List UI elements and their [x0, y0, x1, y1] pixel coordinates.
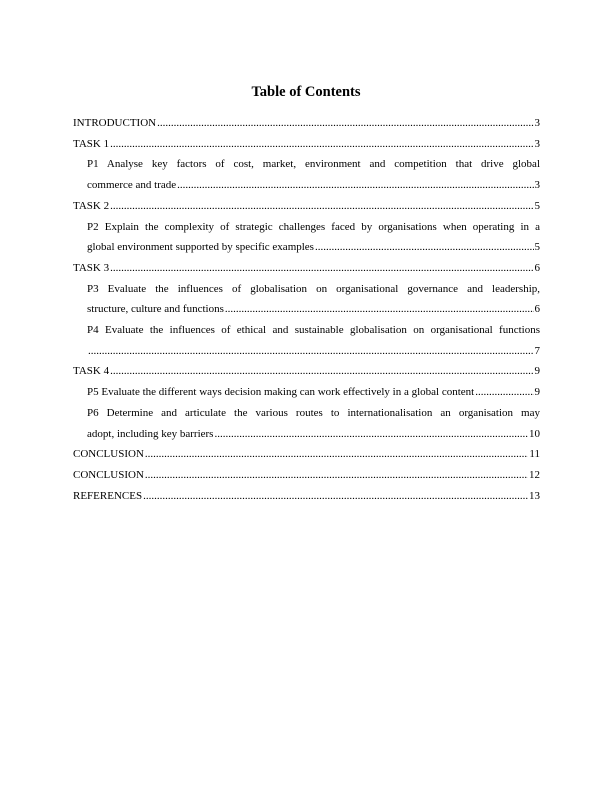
- toc-entry-label: CONCLUSION: [73, 448, 144, 461]
- toc-entry-label-line1: P6 Determine and articulate the various routes to internationalisation an organisation may: [87, 406, 540, 419]
- toc-page-number: 6: [534, 261, 540, 274]
- toc-entry-p1[interactable]: [73, 154, 540, 195]
- toc-entry-p2[interactable]: [73, 217, 540, 258]
- dot-leader: [110, 258, 533, 279]
- toc-entry-p4[interactable]: [73, 320, 540, 361]
- toc-page-number: 5: [534, 199, 540, 212]
- toc-entry-label-line1: P2 Explain the complexity of strategic challenges faced by organisations when operating in a: [87, 220, 540, 233]
- toc-entry-task-1[interactable]: [73, 134, 540, 155]
- toc-page-number: 11: [529, 448, 540, 461]
- toc-entry-label: structure, culture and functions: [87, 303, 224, 316]
- dot-leader: [110, 134, 533, 155]
- toc-entry-label: TASK 1: [73, 137, 110, 150]
- toc-page-number: 10: [529, 427, 540, 440]
- dot-leader: [143, 486, 528, 507]
- dot-leader: [177, 175, 533, 196]
- toc-entry-task-2[interactable]: [73, 196, 540, 217]
- dot-leader: [110, 196, 533, 217]
- toc-entry-p3[interactable]: [73, 279, 540, 320]
- toc-entry-p6[interactable]: [73, 403, 540, 444]
- dot-leader: [315, 237, 534, 258]
- toc-entry-label: CONCLUSION: [73, 468, 144, 481]
- dot-leader: [157, 113, 533, 134]
- toc-entry-label: TASK 3: [73, 261, 110, 274]
- toc-page-number: 6: [534, 303, 540, 316]
- toc-page-number: 13: [529, 489, 540, 502]
- toc-entry-label: TASK 2: [73, 199, 110, 212]
- dot-leader: [145, 444, 529, 465]
- toc-entry-label: commerce and trade: [87, 179, 177, 192]
- toc-entry-task-3[interactable]: [73, 258, 540, 279]
- toc-page-number: 3: [534, 179, 540, 192]
- toc-entry-label: P5 Evaluate the different ways decision making can work effectively in a global content: [87, 386, 475, 399]
- toc-entry-task-4[interactable]: [73, 361, 540, 382]
- toc-entry-conclusion-2[interactable]: [73, 465, 540, 486]
- dot-leader: [475, 382, 533, 403]
- toc-entry-label: INTRODUCTION: [73, 117, 157, 129]
- toc-entry-references[interactable]: [73, 486, 540, 507]
- toc-entry-label-line1: P4 Evaluate the influences of ethical and sustainable globalisation on organisational functions: [87, 324, 540, 337]
- toc-entry-label: TASK 4: [73, 365, 110, 378]
- toc-entry-label-line1: P3 Evaluate the influences of globalisation on organisational governance and leadership,: [87, 282, 540, 295]
- dot-leader: [225, 299, 534, 320]
- dot-leader: [214, 424, 528, 445]
- dot-leader: [110, 361, 533, 382]
- dot-leader: [88, 341, 534, 362]
- toc-page-number: 9: [534, 365, 540, 378]
- toc-page-number: 7: [534, 344, 540, 357]
- toc-page-number: 3: [534, 117, 540, 129]
- toc-entry-label: REFERENCES: [73, 489, 143, 502]
- toc-entry-label: global environment supported by specific examples: [87, 241, 314, 254]
- toc-entry-label: adopt, including key barriers: [87, 427, 214, 440]
- toc-page-number: 5: [534, 241, 540, 254]
- toc-page-number: 3: [534, 137, 540, 150]
- toc-title: Table of Contents: [251, 84, 361, 100]
- toc-entry-p5[interactable]: [73, 382, 540, 403]
- table-of-contents: [73, 113, 540, 506]
- dot-leader: [145, 465, 528, 486]
- toc-entry-conclusion[interactable]: [73, 444, 540, 465]
- toc-entry-introduction[interactable]: [73, 113, 540, 134]
- toc-page-number: 9: [534, 386, 540, 399]
- toc-entry-label-line1: P1 Analyse key factors of cost, market, environment and competition that drive global: [87, 158, 540, 171]
- toc-page-number: 12: [529, 468, 540, 481]
